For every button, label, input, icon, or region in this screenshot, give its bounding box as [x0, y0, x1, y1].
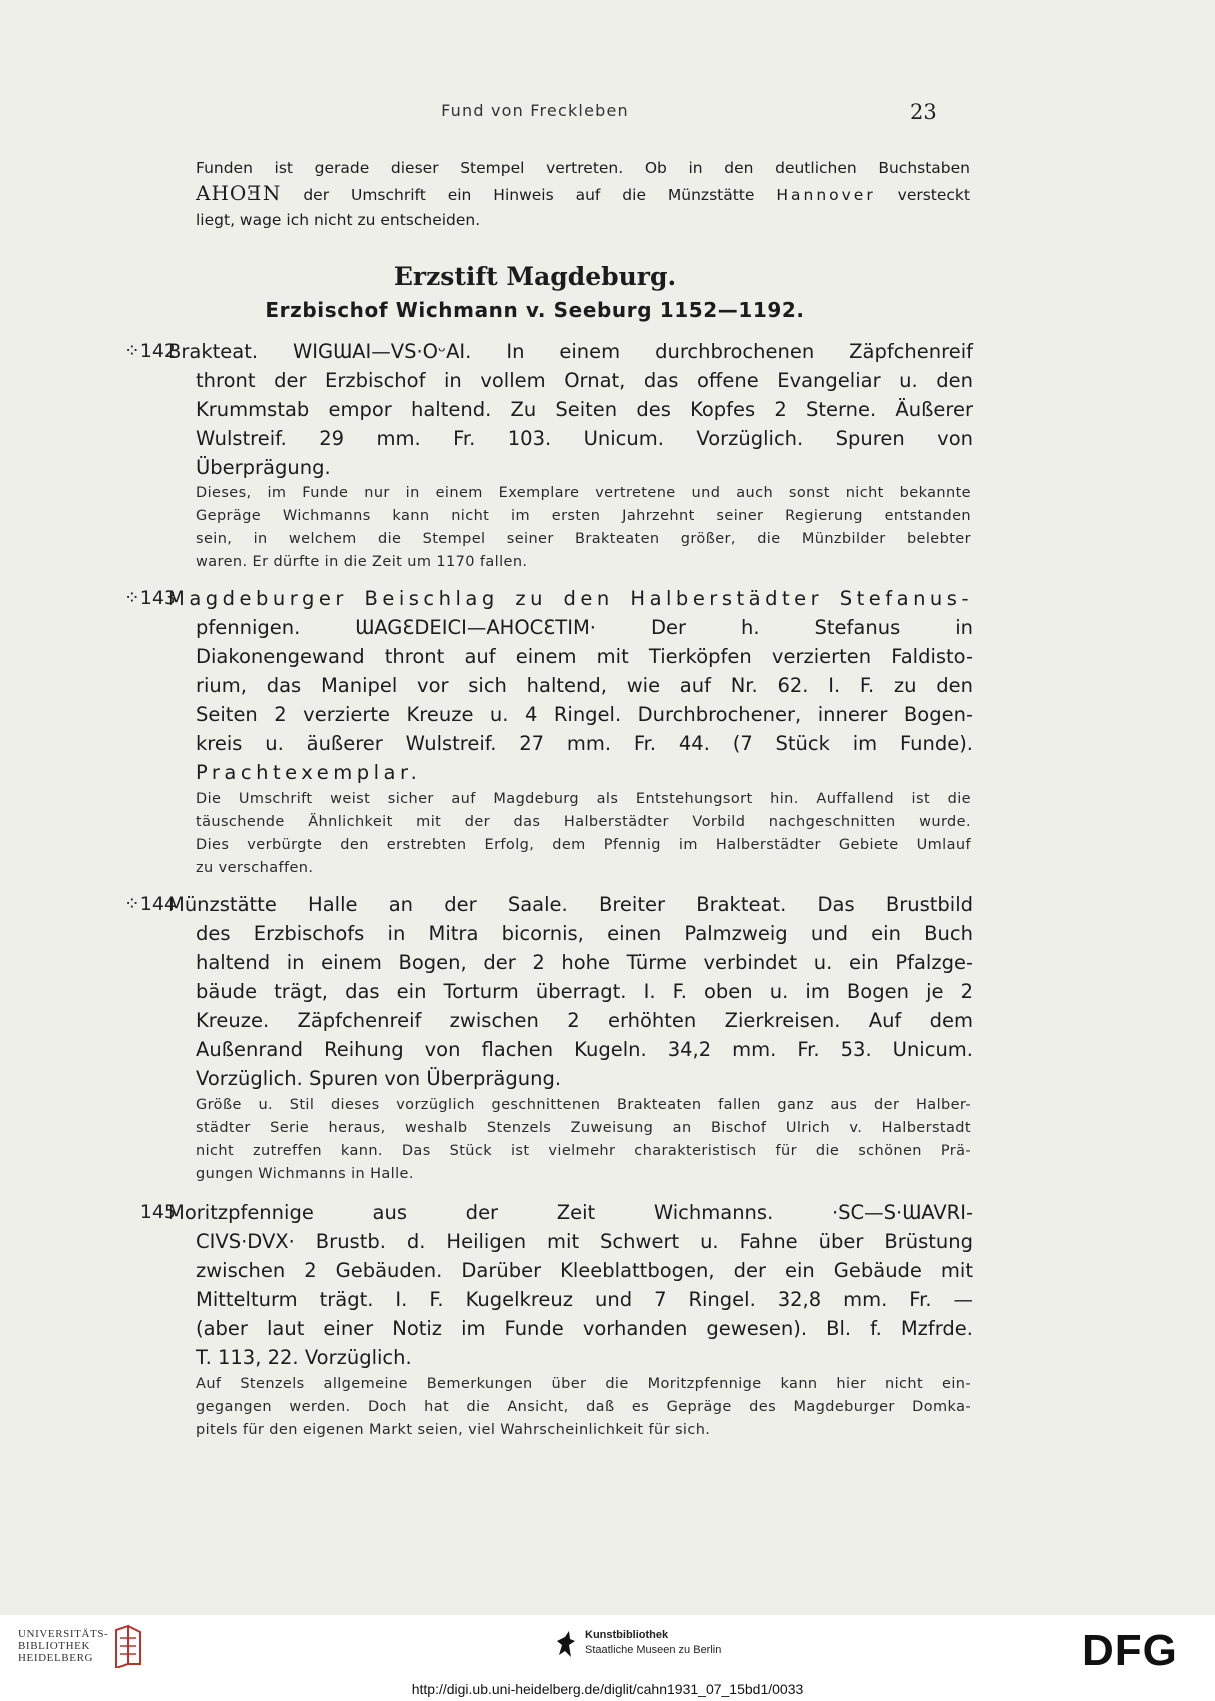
entry-line: CIVS·DVX· Brustb. d. Heiligen mit Schwert u. Fahne über Brüstung [196, 1230, 973, 1253]
entry-143-note [196, 788, 971, 880]
entry-line: kreis u. äußerer Wulstreif. 27 mm. Fr. 44. (7 Stück im Funde). [196, 732, 973, 755]
note-line: waren. Er dürfte in die Zeit um 1170 fallen. [196, 554, 528, 570]
entry-number-143: ⁘143 [123, 587, 176, 609]
entry-142-note [196, 482, 971, 574]
permalink-url[interactable]: http://digi.ub.uni-heidelberg.de/diglit/cahn1931_07_15bd1/0033 [411, 1681, 804, 1697]
note-line: Auf Stenzels allgemeine Bemerkungen über die Moritzpfennige kann hier nicht ein- [196, 1376, 971, 1392]
note-line: gungen Wichmanns in Halle. [196, 1166, 414, 1182]
ub-line-2: BIBLIOTHEK [18, 1640, 90, 1652]
note-line: pitels für den eigenen Markt seien, viel Wahrscheinlichkeit für sich. [196, 1422, 711, 1438]
entry-line: Vorzüglich. Spuren von Überprägung. [196, 1067, 562, 1090]
entry-line: Diakonengewand thront auf einem mit Tierköpfen verzierten Faldisto- [196, 645, 973, 668]
entry-144 [168, 890, 973, 1093]
hannover-spaced: Hannover [776, 186, 876, 204]
note-line: nicht zutreffen kann. Das Stück ist vielmehr charakteristisch für die schönen Prä- [196, 1143, 971, 1159]
entry-line: Moritzpfennige aus der Zeit Wichmanns. ·SC—S·ƜAVRI- [168, 1201, 973, 1224]
entry-line: Seiten 2 verzierte Kreuze u. 4 Ringel. Durchbrochener, innerer Bogen- [196, 703, 973, 726]
dfg-logo[interactable]: DFG [1082, 1626, 1178, 1675]
section-title: Erzstift Magdeburg. [393, 262, 677, 291]
kb-title: Kunstbibliothek [585, 1629, 669, 1641]
entry-line: (aber laut einer Notiz im Funde vorhanden gewesen). Bl. f. Mzfrde. [196, 1317, 973, 1340]
ub-heidelberg-logo[interactable] [18, 1628, 108, 1664]
intro-line-2-text: der Umschrift ein Hinweis auf die Münzstätte [281, 186, 777, 204]
note-line: Die Umschrift weist sicher auf Magdeburg als Entstehungsort hin. Auffallend ist die [196, 791, 971, 807]
note-line: Gepräge Wichmanns kann nicht im ersten Jahrzehnt seiner Regierung entstanden [196, 508, 971, 524]
entry-line: des Erzbischofs in Mitra bicornis, einen Palmzweig und ein Buch [196, 922, 973, 945]
entry-144-note [196, 1094, 971, 1186]
note-line: Dies verbürgte den erstrebten Erfolg, dem Pfennig im Halberstädter Gebiete Umlauf [196, 837, 971, 853]
ub-mark-icon [110, 1624, 146, 1668]
entry-142 [168, 337, 973, 482]
note-line: sein, in welchem die Stempel seiner Brakteaten größer, die Münzbilder belebter [196, 531, 971, 547]
intro-line-2-end: versteckt [875, 186, 970, 204]
entry-line: zwischen 2 Gebäuden. Darüber Kleeblattbogen, der ein Gebäude mit [196, 1259, 973, 1282]
section-subtitle: Erzbischof Wichmann v. Seeburg 1152—1192. [265, 298, 805, 322]
note-line: Dieses, im Funde nur in einem Exemplare vertretene und auch sonst nicht bekannte [196, 485, 971, 501]
entry-line: pfennigen. ƜAGƐDEICI—AHOCƐTIM· Der h. Stefanus in [196, 616, 973, 639]
entry-line: Krummstab empor haltend. Zu Seiten des Kopfes 2 Sterne. Äußerer [196, 398, 973, 421]
entry-line: Außenrand Reihung von flachen Kugeln. 34,2 mm. Fr. 53. Unicum. [196, 1038, 973, 1061]
entry-145 [168, 1198, 973, 1372]
note-line: städter Serie heraus, weshalb Stenzels Zuweisung an Bischof Ulrich v. Halberstadt [196, 1120, 971, 1136]
entry-line: Prachtexemplar. [196, 761, 422, 784]
eagle-icon [555, 1629, 577, 1659]
page-number: 23 [910, 100, 937, 124]
note-line: täuschende Ähnlichkeit mit der das Halberstädter Vorbild nachgeschnitten wurde. [196, 814, 971, 830]
entry-line: bäude trägt, das ein Torturm überragt. I. F. oben u. im Bogen je 2 [196, 980, 973, 1003]
ub-line-1: UNIVERSITÄTS- [18, 1628, 109, 1640]
running-title: Fund von Freckleben [441, 101, 629, 120]
entry-number-144: ⁘144 [123, 893, 176, 915]
note-line: Größe u. Stil dieses vorzüglich geschnittenen Brakteaten fallen ganz aus der Halber- [196, 1097, 971, 1113]
note-line: gegangen werden. Doch hat die Ansicht, daß es Gepräge des Magdeburger Domka- [196, 1399, 971, 1415]
intro-line-3: liegt, wage ich nicht zu entscheiden. [196, 211, 481, 229]
kb-subtitle: Staatliche Museen zu Berlin [585, 1644, 722, 1656]
entry-145-note [196, 1373, 971, 1442]
kunstbibliothek-logo[interactable] [555, 1629, 721, 1659]
entry-line: thront der Erzbischof in vollem Ornat, das offene Evangeliar u. den [196, 369, 973, 392]
entry-line: Magdeburger Beischlag zu den Halberstädter Stefanus- [168, 587, 973, 610]
entry-line: Brakteat. WIGƜAI—VS·OᵕAI. In einem durchbrochenen Zäpfchenreif [168, 340, 973, 363]
entry-line: T. 113, 22. Vorzüglich. [196, 1346, 412, 1369]
entry-number-142: ⁘142 [123, 340, 176, 362]
intro-line-1: Funden ist gerade dieser Stempel vertreten. Ob in den deutlichen Buchstaben [196, 159, 970, 177]
intro-paragraph [196, 156, 970, 233]
entry-line: Überprägung. [196, 456, 331, 479]
entry-143 [168, 584, 973, 787]
entry-line: Wulstreif. 29 mm. Fr. 103. Unicum. Vorzüglich. Spuren von [196, 427, 973, 450]
entry-line: haltend in einem Bogen, der 2 hohe Türme verbindet u. ein Pfalzge- [196, 951, 973, 974]
inscription-ahoen: AHOƎN [196, 181, 282, 205]
entry-line: Münzstätte Halle an der Saale. Breiter Brakteat. Das Brustbild [168, 893, 973, 916]
ub-line-3: HEIDELBERG [18, 1652, 94, 1664]
entry-number-145: 145 [139, 1201, 176, 1223]
entry-line: rium, das Manipel vor sich haltend, wie auf Nr. 62. I. F. zu den [196, 674, 973, 697]
entry-line: Kreuze. Zäpfchenreif zwischen 2 erhöhten Zierkreisen. Auf dem [196, 1009, 973, 1032]
note-line: zu verschaffen. [196, 860, 314, 876]
intro-line-2 [196, 181, 970, 208]
entry-line: Mittelturm trägt. I. F. Kugelkreuz und 7 Ringel. 32,8 mm. Fr. — [196, 1288, 973, 1311]
